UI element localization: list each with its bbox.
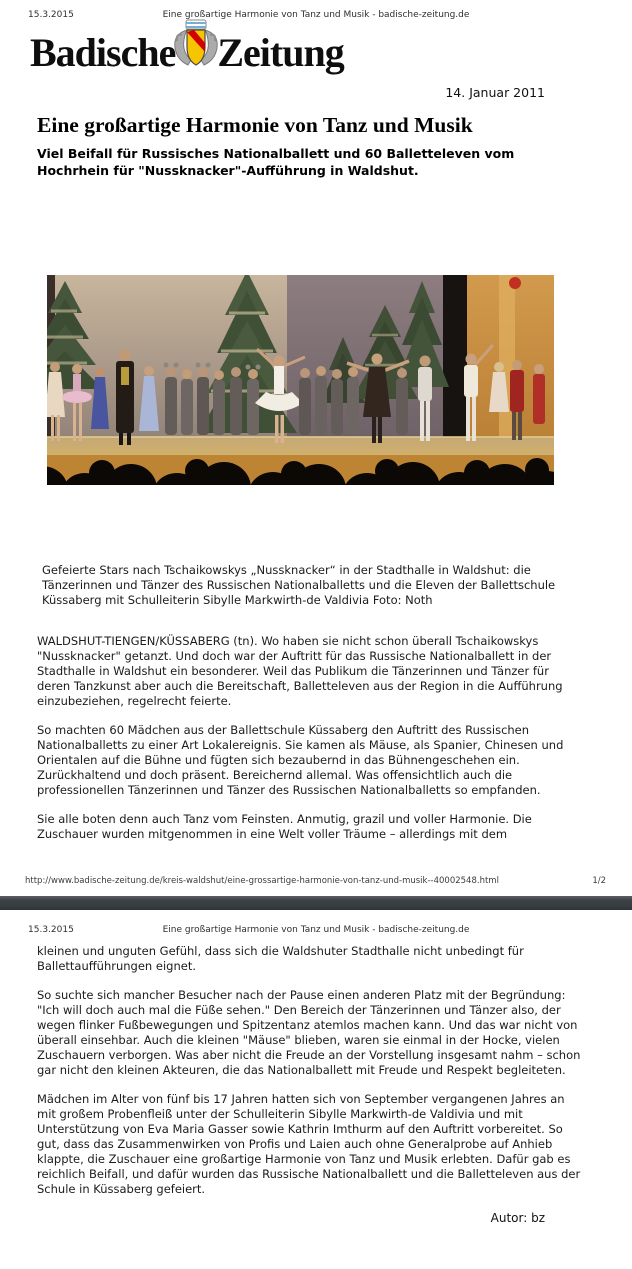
bz-logo <box>30 26 632 78</box>
paragraph: Sie alle boten denn auch Tanz vom Feinsten. Anmutig, grazil und voller Harmonie. Die Zuschauer wurden mitgenommen in eine Welt voller Träume – allerdings mit dem <box>37 812 532 841</box>
article-body-page2 <box>37 944 582 1197</box>
paragraph: So suchte sich mancher Besucher nach der Pause einen anderen Platz mit der Begründung: "Ich will doch auch mal die Füße sehen." Den Bereich der Tänzerinnen und Tänzer also, der wegen flinker Fußbewegungen und Spitzentanz atemlos machen kann. Und das war nicht von überall einsehbar. Auch die kleinen "Mäuse" blieben, waren sie einmal in der Hocke, vielen Zuschauern verborgen. Was aber nicht die Freude an der Vorstellung insgesamt nahm – schon gar nicht den kleinen Akteuren, die das Nationalballett mit Freude und Respekt begleiteten. <box>37 988 581 1077</box>
logo-word-right: Zeitung <box>217 29 344 75</box>
bz-crest-icon <box>172 19 220 79</box>
author-line: Autor: bz <box>490 1211 545 1225</box>
print-date: 15.3.2015 <box>28 10 74 20</box>
article-subtitle: Viel Beifall für Russisches Nationalballett und 60 Balletteleven vom Hochrhein für "Nussknacker"-Aufführung in Waldshut. <box>37 146 515 178</box>
photo-caption: Gefeierte Stars nach Tschaikowskys „Nussknacker“ in der Stadthalle in Waldshut: die Tänzerinnen und Tänzer des Russischen Nationalballetts und die Eleven der Ballettschule Küssaberg mit Schulleiterin Sibylle Markwirth-de Valdivia Foto: Noth <box>42 563 556 607</box>
print-page-2 <box>0 910 632 1269</box>
logo-word-left: Badische <box>30 29 176 75</box>
article-title: Eine großartige Harmonie von Tanz und Musik <box>37 113 473 137</box>
print-doc-title: Eine großartige Harmonie von Tanz und Musik - badische-zeitung.de <box>162 925 470 935</box>
article-body-page1 <box>37 634 582 842</box>
print-doc-title: Eine großartige Harmonie von Tanz und Musik - badische-zeitung.de <box>162 10 470 20</box>
article-date: 14. Januar 2011 <box>445 85 545 100</box>
print-header <box>0 910 632 936</box>
paragraph: WALDSHUT-TIENGEN/KÜSSABERG (tn). Wo haben sie nicht schon überall Tschaikowskys "Nussknacker" getanzt. Und doch war der Auftritt für das Russische Nationalballett in der Stadthalle in Waldshut ein besonderer. Weil das Publikum die Tänzerinnen und Tänzer für deren Tanzkunst aber auch die Bereitschaft, Balletteleven aus der Region in die Aufführung einzubeziehen, regelrecht feierte. <box>37 634 563 708</box>
print-date: 15.3.2015 <box>28 925 74 935</box>
paragraph: Mädchen im Alter von fünf bis 17 Jahren hatten sich von September vergangenen Jahres an mit großem Probenfleiß unter der Schulleiterin Sibylle Markwirth-de Valdivia und mit Unterstützung von Eva Maria Gasser sowie Kathrin Imthurm auf den Auftritt vorbereitet. So gut, dass das Zusammenwirken von Profis und Laien auch ohne Generalprobe auf Anhieb klappte, die Zuschauer eine großartige Harmonie von Tanz und Musik erlebten. Dafür gab es reichlich Beifall, und dafür wurden das Russische Nationalballett und die Balletteleven aus der Schule in Küssaberg gefeiert. <box>37 1092 581 1196</box>
print-header <box>0 0 632 21</box>
article-photo <box>47 275 554 485</box>
page-number: 1/2 <box>592 876 606 886</box>
print-footer <box>25 876 606 886</box>
page-break-bar <box>0 896 632 910</box>
paragraph: So machten 60 Mädchen aus der Ballettschule Küssaberg den Auftritt des Russischen Nationalballetts zu einer Art Lokalereignis. Sie kamen als Mäuse, als Spanier, Chinesen und Orientalen auf die Bühne und fügten sich bezaubernd in das Bühnengeschehen ein. Zurückhaltend und doch präsent. Bereichernd allemal. Was offensichtlich auch die professionellen Tänzerinnen und Tänzer des Russischen Nationalballetts so empfanden. <box>37 723 564 797</box>
source-url: http://www.badische-zeitung.de/kreis-waldshut/eine-grossartige-harmonie-von-tanz-und-musik--40002548.html <box>25 876 499 886</box>
paragraph: kleinen und unguten Gefühl, dass sich die Waldshuter Stadthalle nicht unbedingt für Ballettaufführungen eignet. <box>37 944 524 973</box>
